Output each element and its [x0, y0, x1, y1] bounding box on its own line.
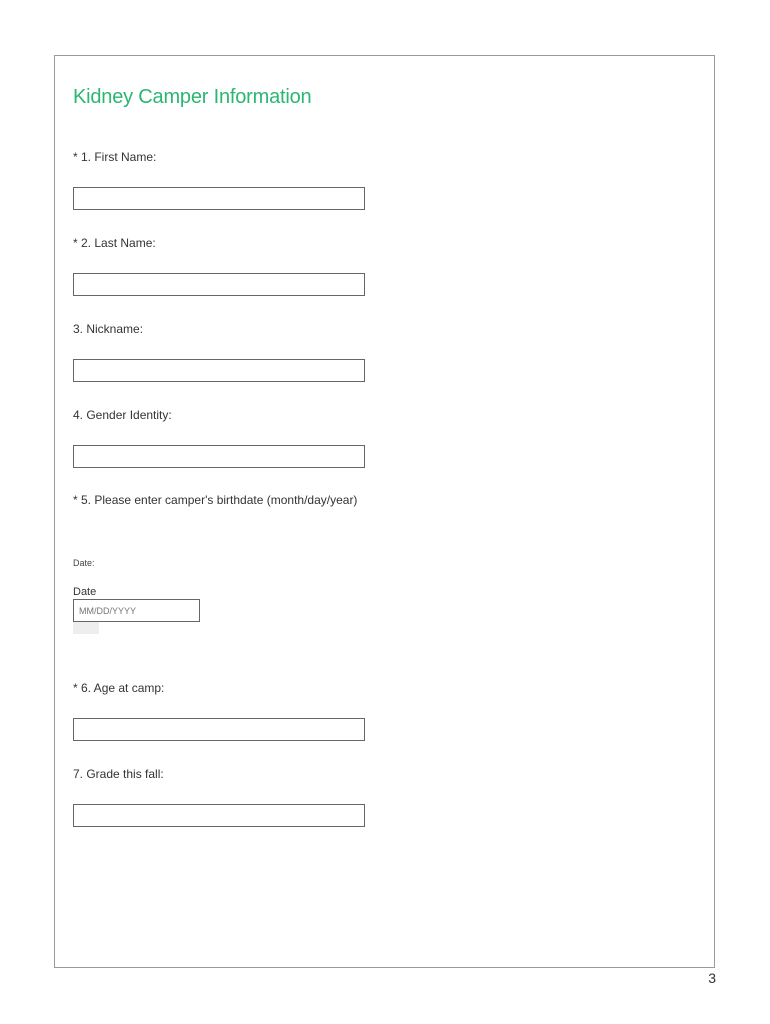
form-title: Kidney Camper Information	[73, 86, 312, 108]
first-name-label: * 1. First Name:	[73, 150, 157, 164]
gender-identity-label: 4. Gender Identity:	[73, 408, 172, 422]
first-name-field[interactable]	[73, 187, 365, 210]
last-name-label: * 2. Last Name:	[73, 236, 156, 250]
gender-identity-field[interactable]	[73, 445, 365, 468]
page-number: 3	[708, 970, 716, 986]
grade-this-fall-field[interactable]	[73, 804, 365, 827]
last-name-field[interactable]	[73, 273, 365, 296]
date-section-label: Date:	[73, 558, 95, 568]
birthdate-input[interactable]	[73, 599, 200, 622]
birthdate-question-label: * 5. Please enter camper's birthdate (month/day/year)	[73, 493, 358, 507]
age-at-camp-field[interactable]	[73, 718, 365, 741]
grade-this-fall-label: 7. Grade this fall:	[73, 767, 164, 781]
date-field-label: Date	[73, 586, 97, 598]
age-at-camp-label: * 6. Age at camp:	[73, 681, 165, 695]
nickname-label: 3. Nickname:	[73, 322, 144, 336]
calendar-picker-button[interactable]	[73, 622, 99, 634]
nickname-field[interactable]	[73, 359, 365, 382]
